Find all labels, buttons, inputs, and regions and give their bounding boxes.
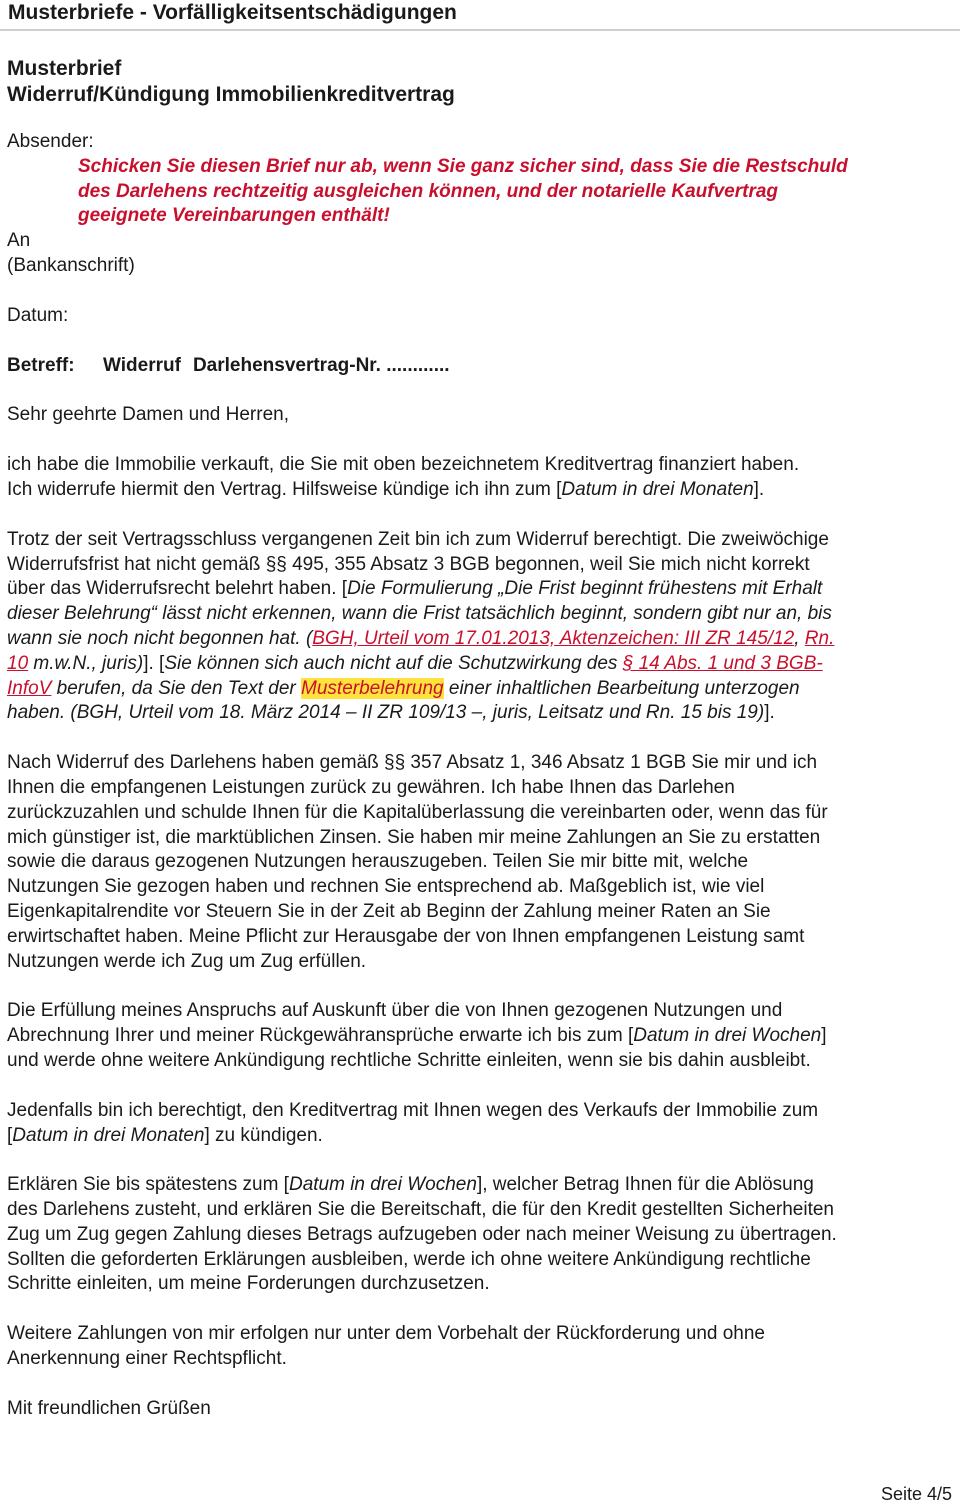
subject-label: Betreff:	[7, 354, 75, 376]
infov-link[interactable]: InfoV	[7, 677, 52, 699]
paragraph-2-line-4: dieser Belehrung“ lässt nicht erkennen, wann die Frist tatsächlich beginnt, sondern gibt nur an, bis	[7, 603, 832, 625]
rn-link[interactable]: Rn.	[804, 627, 835, 649]
paragraph-3-line: zurückzuzahlen und schulde Ihnen für die Kapitalüberlassung die vereinbarten oder, wenn das für	[7, 801, 828, 823]
letter-title-line1: Musterbrief	[7, 57, 122, 80]
paragraph-6-line: des Darlehens zusteht, und erklären Sie die Bereitschaft, die für den Kredit gestellten Sicherheiten	[7, 1199, 834, 1221]
paragraph-2-line-6: 10 m.w.N., juris)]. [Sie können sich auch nicht auf die Schutzwirkung des § 14 Abs. 1 und 3 BGB-	[7, 652, 823, 674]
paragraph-1-line-2: Ich widerrufe hiermit den Vertrag. Hilfsweise kündige ich ihn zum [Datum in drei Monaten].	[7, 478, 765, 500]
highlighted-musterbelehrung: Musterbelehrung	[301, 677, 444, 699]
paragraph-3-line: Ihnen die empfangenen Leistungen zurück zu gewähren. Ich habe Ihnen das Darlehen	[7, 776, 735, 798]
paragraph-2-line-3: über das Widerrufsrecht belehrt haben. [Die Formulierung „Die Frist beginnt frühestens mit Erhalt	[7, 578, 823, 600]
paragraph-7-line-1: Weitere Zahlungen von mir erfolgen nur unter dem Vorbehalt der Rückforderung und ohne	[7, 1323, 765, 1345]
paragraph-3-line: Nutzungen werde ich Zug um Zug erfüllen.	[7, 950, 367, 972]
date-placeholder: Datum in drei Monaten	[561, 478, 754, 500]
date-label: Datum:	[7, 304, 69, 326]
bgb-infov-link[interactable]: § 14 Abs. 1 und 3 BGB-	[622, 652, 823, 674]
paragraph-4-line-2: Abrechnung Ihrer und meiner Rückgewähransprüche erwarte ich bis zum [Datum in drei Wochen]	[7, 1025, 827, 1047]
closing: Mit freundlichen Grüßen	[7, 1397, 211, 1419]
paragraph-6-line-1: Erklären Sie bis spätestens zum [Datum in drei Wochen], welcher Betrag Ihnen für die Ablösung	[7, 1174, 814, 1196]
letter-body	[7, 56, 955, 1422]
salutation: Sehr geehrte Damen und Herren,	[7, 404, 289, 426]
paragraph-5-line-1: Jedenfalls bin ich berechtigt, den Kreditvertrag mit Ihnen wegen des Verkaufs der Immobilie zum	[7, 1099, 819, 1121]
paragraph-5-line-2: [Datum in drei Monaten] zu kündigen.	[7, 1124, 323, 1146]
subject-text: Darlehensvertrag-Nr. ............	[192, 354, 450, 376]
paragraph-3-line: Eigenkapitalrendite vor Steuern Sie in der Zeit ab Beginn der Zahlung meiner Raten an Sie	[7, 900, 771, 922]
paragraph-2-line-8: haben. (BGH, Urteil vom 18. März 2014 – II ZR 109/13 –, juris, Leitsatz und Rn. 15 bis 19)].	[7, 702, 775, 724]
warning-line-2: des Darlehens rechtzeitig ausgleichen können, und der notarielle Kaufvertrag	[78, 180, 779, 202]
paragraph-7	[7, 1322, 955, 1372]
paragraph-1	[7, 453, 955, 503]
paragraph-3-line: Nutzungen Sie gezogen haben und rechnen Sie entsprechend ab. Maßgeblich ist, wie viel	[7, 876, 765, 898]
paragraph-6-line: Schritte einleiten, um meine Forderungen durchzusetzen.	[7, 1273, 490, 1295]
warning-line-3: geeignete Vereinbarungen enthält!	[78, 205, 390, 227]
rn-10-link[interactable]: 10	[7, 652, 29, 674]
paragraph-3-line: mich günstiger ist, die marktüblichen Zinsen. Sie haben mir meine Zahlungen an Sie zu erstatten	[7, 826, 821, 848]
bgh-ruling-link[interactable]: BGH, Urteil vom 17.01.2013, Aktenzeichen: III ZR 145/12	[312, 627, 795, 649]
paragraph-6-line: Sollten die geforderten Erklärungen ausbleiben, werde ich ohne weitere Ankündigung rechtliche	[7, 1248, 811, 1270]
warning-note	[7, 155, 955, 229]
paragraph-1-line-1: ich habe die Immobilie verkauft, die Sie mit oben bezeichnetem Kreditvertrag finanziert haben.	[7, 454, 800, 476]
paragraph-4	[7, 999, 955, 1073]
paragraph-7-line-2: Anerkennung einer Rechtspflicht.	[7, 1348, 287, 1370]
paragraph-3	[7, 751, 955, 974]
letter-title	[7, 56, 955, 108]
letter-title-line2: Widerruf/Kündigung Immobilienkreditvertrag	[7, 83, 455, 106]
paragraph-2-line-5: wann sie noch nicht begonnen hat. (BGH, Urteil vom 17.01.2013, Aktenzeichen: III ZR 145/12, Rn.	[7, 627, 835, 649]
bank-address: (Bankanschrift)	[7, 254, 135, 276]
subject-word: Widerruf	[103, 354, 181, 376]
paragraph-2-line-2: Widerrufsfrist hat nicht gemäß §§ 495, 355 Absatz 3 BGB begonnen, weil Sie mich nicht korrekt	[7, 553, 810, 575]
paragraph-6-line: Zug um Zug gegen Zahlung dieses Betrags aufzugeben oder nach meiner Weisung zu übertragen.	[7, 1223, 837, 1245]
paragraph-4-line-1: Die Erfüllung meines Anspruchs auf Auskunft über die von Ihnen gezogenen Nutzungen und	[7, 1000, 783, 1022]
paragraph-6	[7, 1173, 955, 1297]
paragraph-3-line: erwirtschaftet haben. Meine Pflicht zur Herausgabe der von Ihnen empfangenen Leistung samt	[7, 925, 805, 947]
paragraph-2-line-1: Trotz der seit Vertragsschluss vergangenen Zeit bin ich zum Widerruf berechtigt. Die zweiwöchige	[7, 528, 829, 550]
document-header-title: Musterbriefe - Vorfälligkeitsentschädigungen	[8, 1, 457, 24]
warning-line-1: Schicken Sie diesen Brief nur ab, wenn Sie ganz sicher sind, dass Sie die Restschuld	[78, 155, 848, 177]
subject-line	[7, 354, 955, 379]
header-divider	[0, 29, 960, 31]
page-number: Seite 4/5	[880, 1484, 952, 1504]
paragraph-5	[7, 1099, 955, 1149]
paragraph-2-line-7: InfoV berufen, da Sie den Text der Musterbelehrung einer inhaltlichen Bearbeitung unterzogen	[7, 677, 800, 699]
paragraph-3-line: sowie die daraus gezogenen Nutzungen herauszugeben. Teilen Sie mir bitte mit, welche	[7, 851, 749, 873]
paragraph-2	[7, 528, 955, 726]
paragraph-3-line: Nach Widerruf des Darlehens haben gemäß §§ 357 Absatz 1, 346 Absatz 1 BGB Sie mir und ich	[7, 752, 818, 774]
recipient-label: An	[7, 230, 31, 252]
paragraph-4-line-3: und werde ohne weitere Ankündigung rechtliche Schritte einleiten, wenn sie bis dahin ausbleibt.	[7, 1049, 811, 1071]
sender-label: Absender:	[7, 131, 94, 152]
